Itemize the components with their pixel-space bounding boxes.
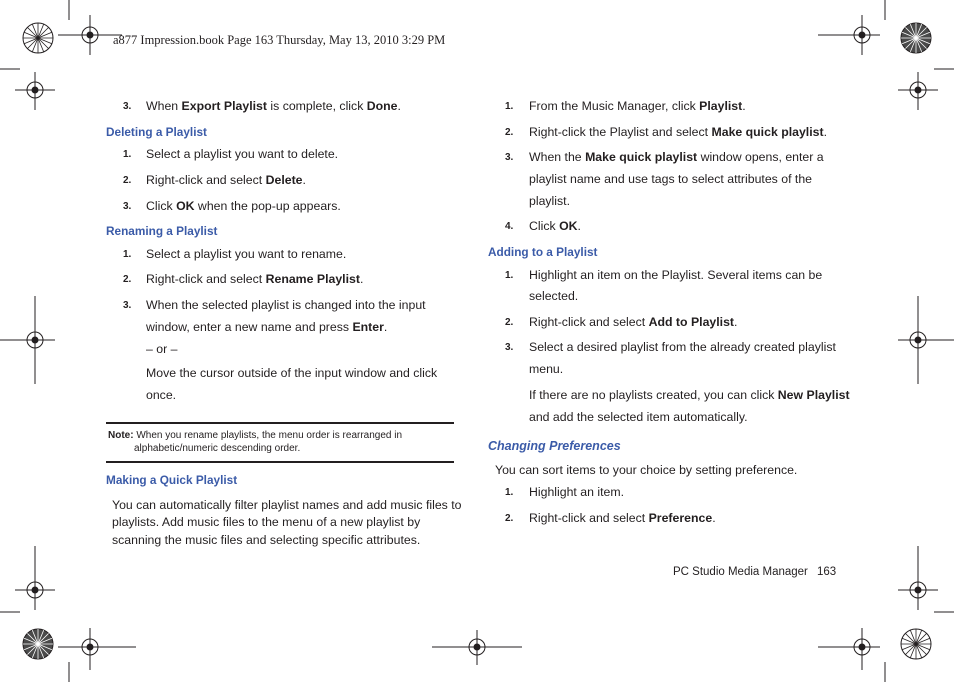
quick-step-3-line3: playlist. — [529, 194, 571, 208]
step-number: 3. — [505, 152, 514, 163]
quick-step-3-line2: playlist name and use tags to select attributes of the — [529, 172, 812, 186]
quick-step-1: From the Music Manager, click Playlist. — [529, 99, 746, 113]
step-number: 1. — [123, 249, 132, 260]
prefs-step-2: Right-click and select Preference. — [529, 511, 716, 525]
step-number: 3. — [123, 101, 132, 112]
rename-step-1: Select a playlist you want to rename. — [146, 247, 347, 261]
step-number: 3. — [123, 201, 132, 212]
page-number: 163 — [817, 566, 837, 578]
step-number: 2. — [505, 513, 514, 524]
step-number: 2. — [505, 317, 514, 328]
export-step-text: When Export Playlist is complete, click Done. — [146, 99, 401, 113]
print-header: a877 Impression.book Page 163 Thursday, May 13, 2010 3:29 PM — [113, 33, 446, 47]
step-number: 2. — [123, 175, 132, 186]
add-extra-line2: and add the selected item automatically. — [529, 410, 748, 424]
prefs-body: You can sort items to your choice by setting preference. — [495, 463, 798, 477]
step-number: 2. — [123, 274, 132, 285]
add-step-1-line2: selected. — [529, 289, 579, 303]
step-number: 1. — [505, 270, 514, 281]
rename-step-3-line1: When the selected playlist is changed into the input — [146, 298, 426, 312]
note-top-rule — [106, 422, 454, 424]
add-extra-line1: If there are no playlists created, you can click New Playlist — [529, 388, 850, 402]
add-step-1-line1: Highlight an item on the Playlist. Several items can be — [529, 268, 823, 282]
quick-step-2: Right-click the Playlist and select Make quick playlist. — [529, 125, 827, 139]
quick-step-4: Click OK. — [529, 219, 581, 233]
footer-section-title: PC Studio Media Manager — [673, 566, 808, 578]
delete-step-3: Click OK when the pop-up appears. — [146, 199, 341, 213]
add-step-3-line2: menu. — [529, 362, 564, 376]
quick-body-line1: You can automatically filter playlist names and add music files to — [112, 498, 462, 512]
add-step-3-line1: Select a desired playlist from the already created playlist — [529, 340, 836, 354]
heading-preferences: Changing Preferences — [488, 439, 621, 453]
quick-body-line2: playlists. Add music files to the menu of a new playlist by — [112, 515, 421, 529]
or-separator: – or – — [146, 342, 178, 356]
step-number: 1. — [505, 487, 514, 498]
delete-step-2: Right-click and select Delete. — [146, 173, 306, 187]
rename-alt-line2: once. — [146, 388, 177, 402]
step-number: 1. — [505, 101, 514, 112]
rename-step-2: Right-click and select Rename Playlist. — [146, 272, 364, 286]
step-number: 3. — [505, 342, 514, 353]
quick-body-line3: scanning the music files and selecting specific attributes. — [112, 533, 421, 547]
note-bottom-rule — [106, 461, 454, 463]
heading-deleting: Deleting a Playlist — [106, 125, 207, 139]
step-number: 2. — [505, 127, 514, 138]
delete-step-1: Select a playlist you want to delete. — [146, 147, 339, 161]
heading-adding: Adding to a Playlist — [488, 245, 598, 259]
heading-renaming: Renaming a Playlist — [106, 224, 218, 238]
prefs-step-1: Highlight an item. — [529, 485, 625, 499]
note-line2: alphabetic/numeric descending order. — [134, 443, 301, 454]
rename-step-3-line2: window, enter a new name and press Enter. — [146, 320, 388, 334]
note-box: Note: When you rename playlists, the menu order is rearranged in — [108, 430, 403, 441]
step-number: 1. — [123, 149, 132, 160]
step-number: 3. — [123, 300, 132, 311]
heading-quick-playlist: Making a Quick Playlist — [106, 473, 238, 487]
rename-alt-line1: Move the cursor outside of the input window and click — [146, 366, 438, 380]
add-step-2: Right-click and select Add to Playlist. — [529, 315, 738, 329]
step-number: 4. — [505, 221, 514, 232]
quick-step-3-line1: When the Make quick playlist window opens, enter a — [529, 150, 824, 164]
